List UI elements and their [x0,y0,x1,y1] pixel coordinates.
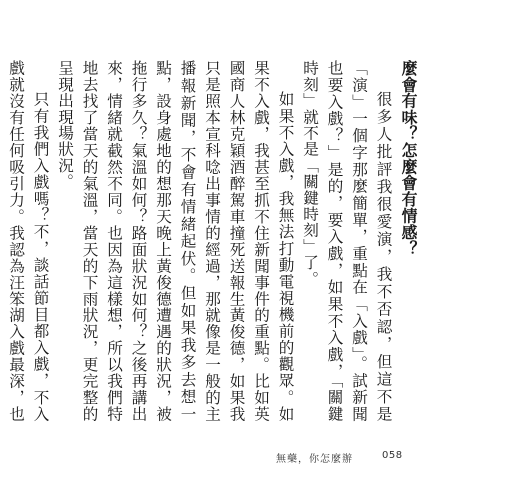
paragraph: 很多人批評我很愛演，我不否認，但這不是「演」一個字那麼簡單，重點在「入戲」。試新聞也要入戲？」是的，要入戲，如果不入戲，「關鍵時刻」就不是「關鍵時刻」了。 [301,60,393,422]
vertical-text-block [0,60,420,422]
running-title: 無藥，你怎麼辦 [276,454,353,465]
section-heading: 麼會有味？怎麼會有情感？ [399,60,418,257]
page-number: 058 [382,450,403,461]
paragraph: 只有我們入戲嗎？不，談話節目都入戲，不入戲就沒有任何吸引力。我認為汪笨湖入戲最深，也 [7,60,50,422]
paragraph: 如果不入戲，我無法打動電視機前的觀眾。如果不入戲，我甚至抓不住新聞事件的重點。比如英國商人林克穎酒醉駕車撞死送報生黃俊德，如果我只是照本宣科唸出事情的經過，那就像是一般的主播報新聞，不會有情緒起伏。但如果我多去想一點，設身處地的想那天晚上黃俊德遭遇的狀況，被拖行多久？氣溫如何？路面狀況如何？之後再講出來，情緒就截然不同。也因為這樣想，所以我們特地去找了當天的氣溫，當天的下雨狀況，更完整的呈現出現場狀況。 [56,60,295,422]
